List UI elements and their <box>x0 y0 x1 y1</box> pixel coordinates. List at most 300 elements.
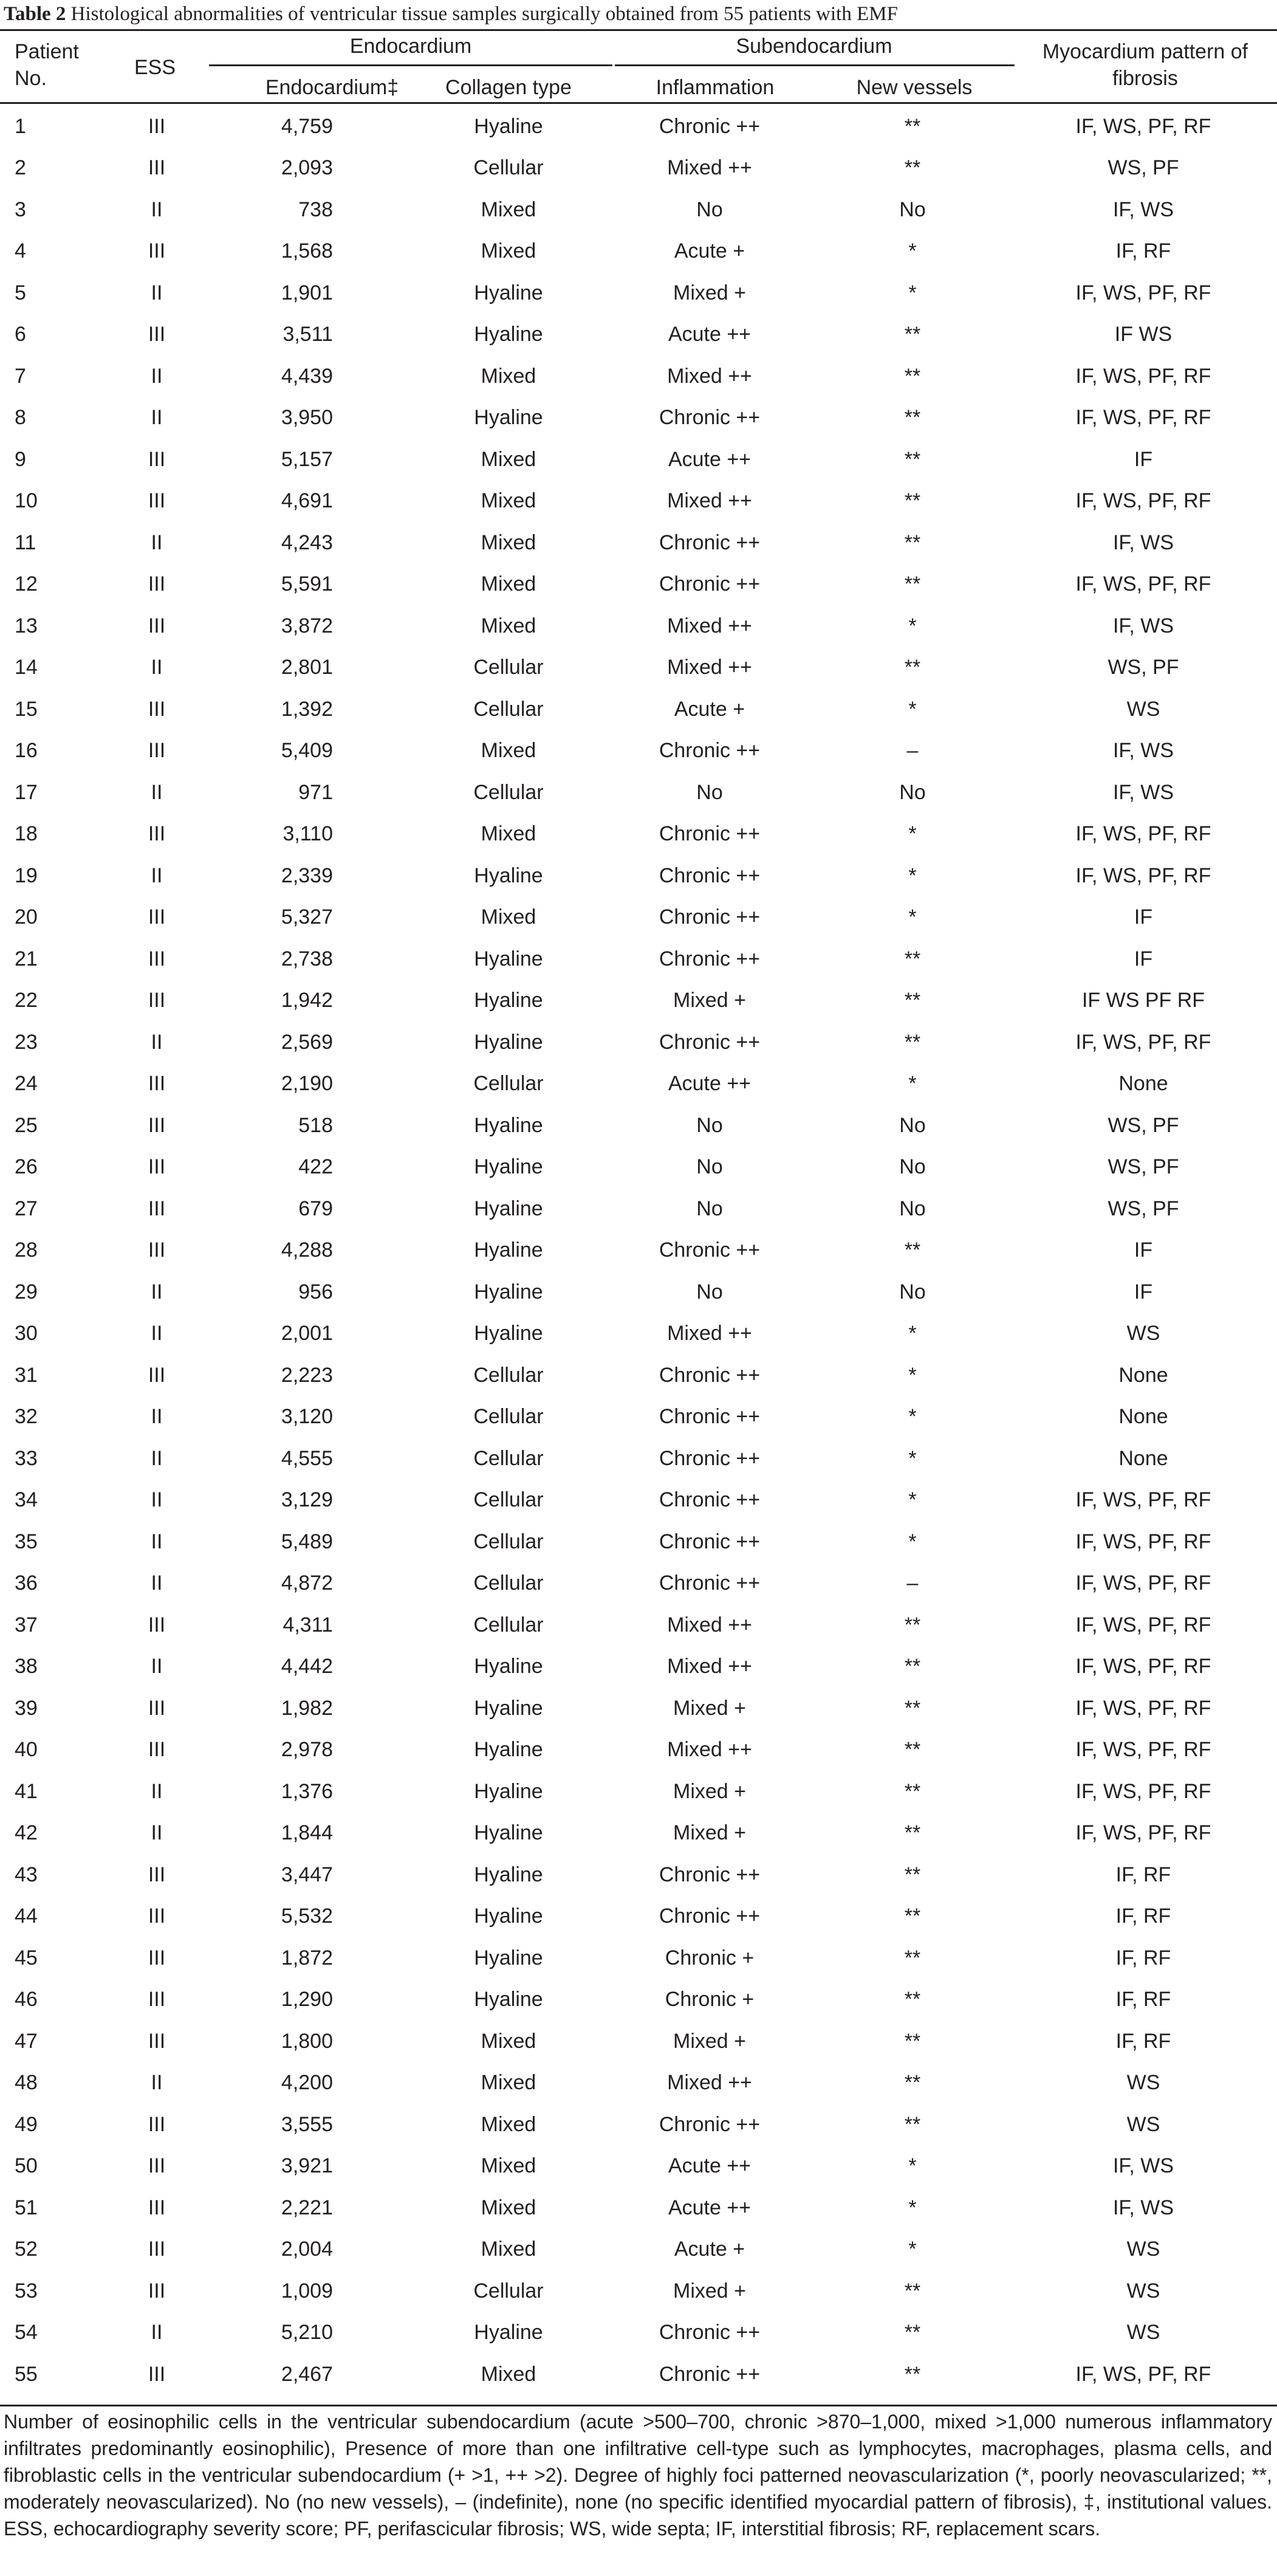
header-inflammation: Inflammation <box>656 76 775 99</box>
cell-ess: III <box>148 572 166 596</box>
cell-patient-no: 52 <box>15 2238 38 2261</box>
cell-patient-no: 4 <box>15 239 26 263</box>
cell-ess: III <box>148 1238 166 1262</box>
cell-ess: III <box>148 489 166 513</box>
cell-new-vessels: * <box>908 697 917 721</box>
table-row <box>0 980 1277 1022</box>
cell-endocardium: 4,442 <box>281 1655 333 1678</box>
table-label: Table 2 <box>4 3 66 25</box>
cell-myocardium-pattern: WS, PF <box>1108 656 1179 679</box>
cell-myocardium-pattern: None <box>1118 1363 1168 1387</box>
cell-collagen-type: Mixed <box>481 572 536 596</box>
cell-ess: III <box>148 1113 166 1137</box>
cell-endocardium: 1,568 <box>281 239 333 263</box>
cell-new-vessels: No <box>899 197 926 221</box>
cell-myocardium-pattern: IF, WS, PF, RF <box>1075 1738 1211 1762</box>
cell-patient-no: 40 <box>15 1738 38 1762</box>
table-row <box>0 772 1277 814</box>
cell-inflammation: Acute ++ <box>668 1072 751 1096</box>
table-row <box>0 522 1277 564</box>
cell-ess: II <box>151 2071 163 2095</box>
cell-inflammation: Chronic ++ <box>659 1238 761 1262</box>
cell-collagen-type: Hyaline <box>474 1655 543 1678</box>
cell-endocardium: 1,392 <box>281 697 333 721</box>
table-row <box>0 1480 1277 1522</box>
table-row <box>0 189 1277 231</box>
cell-endocardium: 3,110 <box>282 822 333 846</box>
cell-ess: II <box>151 1030 163 1054</box>
cell-new-vessels: ** <box>904 156 921 180</box>
cell-patient-no: 11 <box>15 531 36 554</box>
cell-ess: II <box>151 531 163 554</box>
table-row <box>0 1313 1277 1355</box>
cell-inflammation: Chronic ++ <box>659 406 761 430</box>
cell-new-vessels: * <box>908 1072 917 1096</box>
cell-endocardium: 2,001 <box>281 1322 333 1345</box>
cell-endocardium: 4,288 <box>281 1238 333 1262</box>
cell-collagen-type: Cellular <box>473 697 544 721</box>
cell-endocardium: 4,311 <box>282 1613 333 1637</box>
cell-endocardium: 1,901 <box>281 281 333 304</box>
cell-patient-no: 46 <box>15 1988 38 2011</box>
cell-collagen-type: Cellular <box>473 1072 544 1096</box>
cell-collagen-type: Cellular <box>473 1405 544 1429</box>
cell-patient-no: 15 <box>15 697 38 721</box>
cell-myocardium-pattern: IF, WS, PF, RF <box>1075 1488 1211 1512</box>
cell-patient-no: 14 <box>15 656 38 679</box>
cell-myocardium-pattern: IF, WS <box>1112 739 1174 763</box>
cell-endocardium: 1,982 <box>281 1696 333 1720</box>
cell-myocardium-pattern: IF, WS, PF, RF <box>1075 1613 1211 1637</box>
table-row <box>0 1896 1277 1938</box>
cell-new-vessels: ** <box>904 1821 921 1845</box>
table-row <box>0 1271 1277 1313</box>
cell-collagen-type: Cellular <box>473 1571 544 1595</box>
header-patient-no: Patient No. <box>15 40 79 90</box>
cell-ess: III <box>148 1155 166 1179</box>
table-row <box>0 1813 1277 1855</box>
cell-collagen-type: Mixed <box>481 197 536 221</box>
cell-new-vessels: ** <box>904 114 921 138</box>
cell-myocardium-pattern: WS, PF <box>1108 1113 1179 1137</box>
table-row <box>0 231 1277 273</box>
cell-myocardium-pattern: IF, WS, PF, RF <box>1075 1530 1211 1553</box>
cell-ess: II <box>151 281 163 304</box>
cell-collagen-type: Cellular <box>473 1488 544 1512</box>
cell-patient-no: 36 <box>15 1571 38 1595</box>
table-row <box>0 1563 1277 1605</box>
cell-inflammation: Chronic ++ <box>659 1571 761 1595</box>
cell-new-vessels: ** <box>904 531 921 554</box>
cell-collagen-type: Mixed <box>481 447 536 471</box>
cell-patient-no: 10 <box>15 489 38 513</box>
table-row <box>0 605 1277 647</box>
table-row <box>0 2187 1277 2229</box>
table-row <box>0 2354 1277 2396</box>
cell-collagen-type: Mixed <box>481 239 536 263</box>
cell-collagen-type: Hyaline <box>474 1197 543 1220</box>
cell-endocardium: 1,872 <box>281 1946 333 1970</box>
cell-ess: III <box>148 1905 166 1928</box>
cell-ess: III <box>148 2238 166 2261</box>
cell-ess: III <box>148 2112 166 2136</box>
cell-new-vessels: ** <box>904 489 921 513</box>
cell-endocardium: 2,801 <box>281 656 333 679</box>
cell-endocardium: 4,555 <box>281 1446 333 1470</box>
cell-ess: II <box>151 1405 163 1429</box>
cell-patient-no: 53 <box>15 2279 38 2303</box>
table-row <box>0 1729 1277 1771</box>
cell-collagen-type: Mixed <box>481 2154 536 2178</box>
cell-collagen-type: Hyaline <box>474 1946 543 1970</box>
cell-patient-no: 35 <box>15 1530 38 1553</box>
cell-ess: III <box>148 156 166 180</box>
cell-inflammation: Chronic + <box>665 1988 755 2011</box>
cell-collagen-type: Hyaline <box>474 1863 543 1886</box>
cell-endocardium: 5,591 <box>281 572 333 596</box>
table-row <box>0 148 1277 190</box>
table-row <box>0 2021 1277 2063</box>
cell-endocardium: 1,844 <box>281 1821 333 1845</box>
cell-myocardium-pattern: WS, PF <box>1108 1155 1179 1179</box>
cell-ess: III <box>148 2279 166 2303</box>
cell-collagen-type: Mixed <box>481 2071 536 2095</box>
cell-endocardium: 5,532 <box>281 1905 333 1928</box>
table-row <box>0 1355 1277 1396</box>
cell-patient-no: 55 <box>15 2362 38 2386</box>
cell-new-vessels: No <box>899 1197 926 1220</box>
cell-ess: III <box>148 1988 166 2011</box>
table-row <box>0 1604 1277 1646</box>
cell-ess: III <box>148 1946 166 1970</box>
table-row <box>0 1188 1277 1230</box>
cell-inflammation: Chronic ++ <box>659 822 761 846</box>
cell-endocardium: 4,200 <box>281 2071 333 2095</box>
table-row <box>0 1147 1277 1189</box>
cell-new-vessels: * <box>908 614 917 637</box>
cell-collagen-type: Cellular <box>473 1530 544 1553</box>
table-row <box>0 689 1277 730</box>
cell-ess: II <box>151 1821 163 1845</box>
cell-new-vessels: * <box>908 1488 917 1512</box>
cell-inflammation: Acute ++ <box>668 2154 751 2178</box>
cell-collagen-type: Mixed <box>481 822 536 846</box>
cell-inflammation: No <box>696 1197 723 1220</box>
cell-endocardium: 422 <box>298 1155 333 1179</box>
cell-myocardium-pattern: IF, WS, PF, RF <box>1075 2362 1211 2386</box>
table-row <box>0 1230 1277 1272</box>
cell-inflammation: Mixed ++ <box>667 1613 752 1637</box>
cell-ess: II <box>151 656 163 679</box>
cell-patient-no: 7 <box>15 364 26 388</box>
cell-new-vessels: * <box>908 905 917 929</box>
cell-endocardium: 3,511 <box>282 323 333 346</box>
cell-myocardium-pattern: IF, RF <box>1115 239 1171 263</box>
cell-collagen-type: Hyaline <box>474 864 543 887</box>
cell-myocardium-pattern: IF, WS <box>1112 780 1174 804</box>
cell-myocardium-pattern: IF, WS, PF, RF <box>1075 1030 1211 1054</box>
cell-collagen-type: Hyaline <box>474 1238 543 1262</box>
table-row <box>0 564 1277 606</box>
cell-patient-no: 28 <box>15 1238 38 1262</box>
cell-myocardium-pattern: IF <box>1134 1238 1153 1262</box>
cell-inflammation: Mixed + <box>673 1821 746 1845</box>
cell-myocardium-pattern: WS <box>1126 2112 1160 2136</box>
cell-endocardium: 971 <box>298 780 333 804</box>
cell-endocardium: 3,950 <box>281 406 333 430</box>
table-row <box>0 855 1277 897</box>
cell-collagen-type: Mixed <box>481 614 536 637</box>
table-row <box>0 938 1277 980</box>
cell-ess: II <box>151 780 163 804</box>
table-row <box>0 1937 1277 1979</box>
cell-myocardium-pattern: WS, PF <box>1108 156 1179 180</box>
cell-new-vessels: No <box>899 1113 926 1137</box>
cell-endocardium: 4,439 <box>281 364 333 388</box>
cell-myocardium-pattern: None <box>1118 1446 1168 1470</box>
cell-ess: III <box>148 447 166 471</box>
cell-myocardium-pattern: IF, WS, PF, RF <box>1075 114 1211 138</box>
cell-patient-no: 13 <box>15 614 38 637</box>
cell-inflammation: Mixed + <box>673 2029 746 2053</box>
cell-collagen-type: Hyaline <box>474 114 543 138</box>
cell-ess: III <box>148 1863 166 1886</box>
cell-ess: III <box>148 1363 166 1387</box>
cell-endocardium: 3,555 <box>281 2112 333 2136</box>
cell-patient-no: 9 <box>15 447 26 471</box>
cell-myocardium-pattern: IF, WS <box>1112 2154 1174 2178</box>
table-row <box>0 1438 1277 1480</box>
cell-patient-no: 48 <box>15 2071 38 2095</box>
cell-endocardium: 4,872 <box>281 1571 333 1595</box>
cell-endocardium: 2,467 <box>281 2362 333 2386</box>
cell-myocardium-pattern: WS <box>1126 2279 1160 2303</box>
cell-patient-no: 25 <box>15 1113 38 1137</box>
cell-collagen-type: Cellular <box>473 156 544 180</box>
cell-new-vessels: * <box>908 2154 917 2178</box>
cell-patient-no: 41 <box>15 1779 38 1803</box>
cell-inflammation: Mixed ++ <box>667 656 752 679</box>
cell-new-vessels: ** <box>904 2362 921 2386</box>
cell-collagen-type: Mixed <box>481 2238 536 2261</box>
cell-endocardium: 679 <box>298 1197 333 1220</box>
cell-ess: III <box>148 2362 166 2386</box>
cell-patient-no: 27 <box>15 1197 38 1220</box>
cell-new-vessels: ** <box>904 1988 921 2011</box>
cell-inflammation: Acute ++ <box>668 2196 751 2219</box>
endocardium-group-rule <box>209 64 612 66</box>
cell-myocardium-pattern: IF, WS <box>1112 197 1174 221</box>
cell-new-vessels: ** <box>904 1946 921 1970</box>
cell-patient-no: 29 <box>15 1280 38 1303</box>
cell-myocardium-pattern: IF, WS, PF, RF <box>1075 1655 1211 1678</box>
cell-endocardium: 518 <box>298 1113 333 1137</box>
cell-collagen-type: Hyaline <box>474 947 543 970</box>
cell-inflammation: Chronic ++ <box>659 1030 761 1054</box>
cell-new-vessels: * <box>908 1530 917 1553</box>
header-new-vessels: New vessels <box>856 76 973 99</box>
cell-inflammation: Chronic ++ <box>659 1446 761 1470</box>
cell-ess: III <box>148 739 166 763</box>
cell-patient-no: 43 <box>15 1863 38 1886</box>
cell-ess: III <box>148 1197 166 1220</box>
cell-collagen-type: Hyaline <box>474 1155 543 1179</box>
cell-ess: II <box>151 1530 163 1553</box>
table-row <box>0 1854 1277 1896</box>
table-row <box>0 647 1277 689</box>
cell-inflammation: Acute ++ <box>668 323 751 346</box>
cell-collagen-type: Hyaline <box>474 281 543 304</box>
cell-new-vessels: – <box>906 1571 919 1595</box>
cell-inflammation: Mixed + <box>673 2279 746 2303</box>
cell-inflammation: Chronic ++ <box>659 572 761 596</box>
cell-myocardium-pattern: IF, WS, PF, RF <box>1075 1821 1211 1845</box>
cell-inflammation: Chronic ++ <box>659 1530 761 1553</box>
cell-new-vessels: ** <box>904 989 921 1012</box>
cell-patient-no: 1 <box>15 114 26 138</box>
cell-patient-no: 22 <box>15 989 38 1012</box>
cell-collagen-type: Mixed <box>481 2362 536 2386</box>
cell-inflammation: Mixed ++ <box>667 1322 752 1345</box>
cell-inflammation: Mixed ++ <box>667 2071 752 2095</box>
cell-myocardium-pattern: IF, RF <box>1115 1988 1171 2011</box>
cell-patient-no: 26 <box>15 1155 38 1179</box>
table-row <box>0 2104 1277 2146</box>
cell-new-vessels: ** <box>904 447 921 471</box>
table-row <box>0 2229 1277 2271</box>
cell-ess: III <box>148 1738 166 1762</box>
cell-ess: III <box>148 614 166 637</box>
cell-inflammation: Mixed ++ <box>667 364 752 388</box>
cell-ess: III <box>148 2154 166 2178</box>
cell-patient-no: 6 <box>15 323 26 346</box>
cell-ess: II <box>151 1280 163 1303</box>
cell-patient-no: 32 <box>15 1405 38 1429</box>
table-row <box>0 2312 1277 2354</box>
cell-new-vessels: * <box>908 239 917 263</box>
cell-ess: II <box>151 1779 163 1803</box>
table-row <box>0 1688 1277 1729</box>
table-row <box>0 439 1277 481</box>
cell-endocardium: 5,409 <box>281 739 333 763</box>
cell-collagen-type: Cellular <box>473 2279 544 2303</box>
table-title: Histological abnormalities of ventricular tissue samples surgically obtained from 55 patients with EMF <box>70 3 898 25</box>
cell-new-vessels: * <box>908 2196 917 2219</box>
cell-ess: III <box>148 947 166 970</box>
cell-endocardium: 5,489 <box>281 1530 333 1553</box>
cell-patient-no: 38 <box>15 1655 38 1678</box>
data-table <box>0 106 1277 2396</box>
cell-endocardium: 2,339 <box>281 864 333 887</box>
cell-collagen-type: Mixed <box>481 489 536 513</box>
cell-new-vessels: ** <box>904 323 921 346</box>
cell-ess: II <box>151 364 163 388</box>
cell-patient-no: 5 <box>15 281 26 304</box>
table-row <box>0 272 1277 314</box>
cell-ess: II <box>151 1488 163 1512</box>
cell-myocardium-pattern: WS, PF <box>1108 1197 1179 1220</box>
cell-collagen-type: Mixed <box>481 2112 536 2136</box>
cell-endocardium: 2,190 <box>281 1072 333 1096</box>
table-row <box>0 1646 1277 1688</box>
cell-endocardium: 2,569 <box>281 1030 333 1054</box>
cell-myocardium-pattern: IF, WS <box>1112 614 1174 637</box>
cell-inflammation: No <box>696 780 723 804</box>
cell-collagen-type: Mixed <box>481 531 536 554</box>
cell-myocardium-pattern: IF, WS, PF, RF <box>1075 364 1211 388</box>
cell-inflammation: Chronic ++ <box>659 2112 761 2136</box>
cell-endocardium: 3,120 <box>281 1405 333 1429</box>
cell-inflammation: Mixed + <box>673 989 746 1012</box>
cell-patient-no: 45 <box>15 1946 38 1970</box>
cell-collagen-type: Mixed <box>481 2029 536 2053</box>
cell-new-vessels: ** <box>904 1905 921 1928</box>
cell-inflammation: Chronic ++ <box>659 2321 761 2344</box>
cell-patient-no: 16 <box>15 739 38 763</box>
cell-collagen-type: Hyaline <box>474 989 543 1012</box>
cell-myocardium-pattern: IF, WS, PF, RF <box>1075 864 1211 887</box>
header-endocardium: Endocardium‡ <box>265 76 399 99</box>
cell-inflammation: Chronic ++ <box>659 739 761 763</box>
table-row <box>0 814 1277 856</box>
cell-ess: III <box>148 1072 166 1096</box>
cell-new-vessels: No <box>899 1155 926 1179</box>
cell-endocardium: 1,800 <box>281 2029 333 2053</box>
cell-new-vessels: * <box>908 281 917 304</box>
table-row <box>0 106 1277 148</box>
cell-ess: II <box>151 197 163 221</box>
cell-patient-no: 20 <box>15 905 38 929</box>
cell-myocardium-pattern: IF, WS, PF, RF <box>1075 1696 1211 1720</box>
cell-patient-no: 54 <box>15 2321 38 2344</box>
cell-endocardium: 2,223 <box>281 1363 333 1387</box>
cell-myocardium-pattern: IF, WS <box>1112 2196 1174 2219</box>
cell-myocardium-pattern: IF, WS, PF, RF <box>1075 822 1211 846</box>
cell-patient-no: 42 <box>15 1821 38 1845</box>
cell-myocardium-pattern: None <box>1118 1405 1168 1429</box>
cell-patient-no: 37 <box>15 1613 38 1637</box>
cell-collagen-type: Hyaline <box>474 323 543 346</box>
cell-collagen-type: Hyaline <box>474 1905 543 1928</box>
cell-myocardium-pattern: WS <box>1126 2238 1160 2261</box>
cell-ess: II <box>151 406 163 430</box>
table-row <box>0 1979 1277 2021</box>
cell-inflammation: Chronic ++ <box>659 531 761 554</box>
cell-inflammation: No <box>696 1280 723 1303</box>
cell-collagen-type: Hyaline <box>474 1113 543 1137</box>
cell-patient-no: 12 <box>15 572 38 596</box>
cell-myocardium-pattern: IF, RF <box>1115 1905 1171 1928</box>
cell-patient-no: 30 <box>15 1322 38 1345</box>
cell-new-vessels: – <box>906 739 919 763</box>
cell-patient-no: 31 <box>15 1363 38 1387</box>
cell-myocardium-pattern: IF <box>1134 947 1153 970</box>
header-subendocardium-group: Subendocardium <box>736 35 892 58</box>
table-row <box>0 397 1277 439</box>
cell-inflammation: Chronic ++ <box>659 1363 761 1387</box>
cell-collagen-type: Hyaline <box>474 1738 543 1762</box>
cell-ess: III <box>148 2196 166 2219</box>
cell-patient-no: 51 <box>15 2196 38 2219</box>
cell-inflammation: Chronic ++ <box>659 1405 761 1429</box>
cell-new-vessels: ** <box>904 947 921 970</box>
cell-patient-no: 2 <box>15 156 26 180</box>
cell-collagen-type: Cellular <box>473 780 544 804</box>
cell-endocardium: 1,009 <box>281 2279 333 2303</box>
cell-ess: III <box>148 239 166 263</box>
cell-collagen-type: Cellular <box>473 1363 544 1387</box>
cell-patient-no: 24 <box>15 1072 38 1096</box>
